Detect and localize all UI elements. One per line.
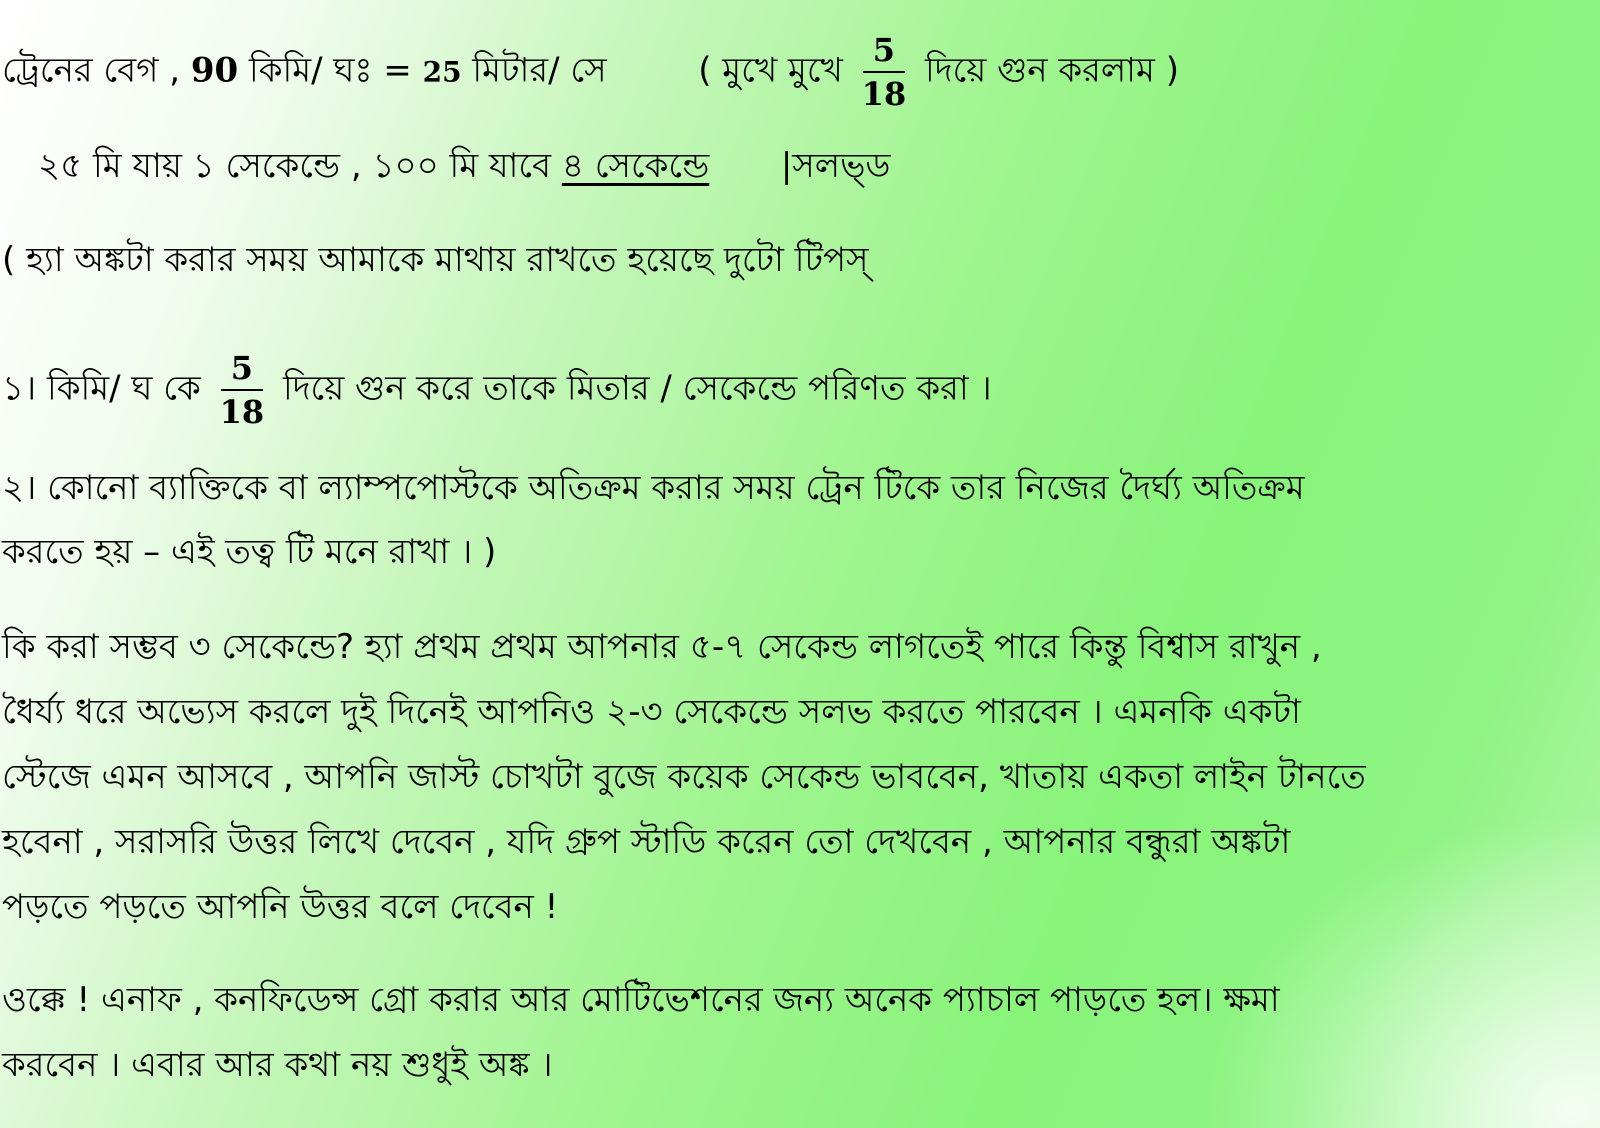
paragraph-line: করবেন । এবার আর কথা নয় শুধুই অঙ্ক । — [2, 1045, 553, 1085]
tip-2-text-1: ২। কোনো ব্যাক্তিকে বা ল্যাম্পপোস্টকে অতিক্রম করার সময় ট্রেন টিকে তার নিজের দৈর্ঘ্য অতিক্রম — [2, 468, 1305, 508]
fraction-bar — [863, 71, 905, 73]
fraction-denominator: 18 — [861, 75, 907, 113]
tips-intro-text: ( হ্যা অঙ্কটা করার সময় আমাকে মাথায় রাখতে হয়েছে দুটো টিপস্‌ — [2, 240, 869, 280]
fraction-5-18 — [862, 32, 907, 112]
tip-2-text-2: করতে হয় – এই তত্ব টি মনে রাখা । ) — [2, 532, 497, 572]
paragraph-line: হবেনা , সরাসরি উত্তর লিখে দেবেন , যদি গ্রুপ স্টাডি করেন তো দেখবেন , আপনার বন্ধুরা অঙ্কটা — [2, 822, 1291, 862]
paragraph-line: ধৈর্য্য ধরে অভ্যেস করলে দুই দিনেই আপনিও ২-৩ সেকেন্ডে সলভ করতে পারবেন । এমনকি একটা — [2, 692, 1301, 732]
tip-1-suffix: দিয়ে গুন করে তাকে মিতার / সেকেন্ডে পরিণত করা । — [282, 368, 992, 409]
tip-1-fraction — [220, 350, 265, 430]
tips-intro-line — [2, 240, 869, 280]
motivation-paragraph — [2, 615, 1366, 940]
distance-time-line — [38, 146, 890, 186]
fraction-numerator: 5 — [230, 349, 254, 387]
speed-label: ট্রেনের বেগ , — [2, 50, 181, 91]
paragraph-line: ওক্কে ! এনাফ , কনফিডেন্স গ্রো করার আর মোটিভেশনের জন্য অনেক প্যাচাল পাড়তে হল। ক্ষমা — [2, 980, 1280, 1020]
fraction-bar — [221, 389, 263, 391]
note-open: ( মুখে মুখে — [698, 50, 843, 91]
ms-unit: মিটার/ সে — [472, 50, 607, 91]
closing-paragraph — [2, 968, 1280, 1098]
answer-text: ৪ সেকেন্ডে — [561, 146, 710, 186]
kmph-unit: কিমি/ ঘঃ = — [248, 50, 412, 91]
paragraph-line: পড়তে পড়তে আপনি উত্তর বলে দেবেন ! — [2, 887, 559, 927]
fraction-numerator: 5 — [872, 31, 896, 69]
tip-2-line-2 — [2, 532, 496, 572]
tip-2-line-1 — [2, 468, 1305, 508]
tip-1-prefix: ১। কিমি/ ঘ কে — [2, 368, 201, 409]
speed-conversion-line — [2, 32, 1179, 112]
solved-label: |সলভ্‌ড — [780, 146, 891, 186]
fraction-denominator: 18 — [219, 393, 265, 431]
paragraph-line: কি করা সম্ভব ৩ সেকেন্ডে? হ্যা প্রথম প্রথম আপনার ৫-৭ সেকেন্ড লাগতেই পারে কিন্তু বিশ্বাস রাখুন , — [2, 627, 1322, 667]
speed-ms-value: 25 — [422, 55, 462, 89]
note-close: দিয়ে গুন করলাম ) — [925, 50, 1179, 91]
tip-1-line — [2, 350, 992, 430]
speed-value: 90 — [190, 50, 239, 91]
paragraph-line: স্টেজে এমন আসবে , আপনি জাস্ট চোখটা বুজে কয়েক সেকেন্ড ভাববেন, খাতায় একতা লাইন টানতে — [2, 757, 1366, 797]
distance-time-text: ২৫ মি যায় ১ সেকেন্ডে , ১০০ মি যাবে — [38, 146, 552, 186]
